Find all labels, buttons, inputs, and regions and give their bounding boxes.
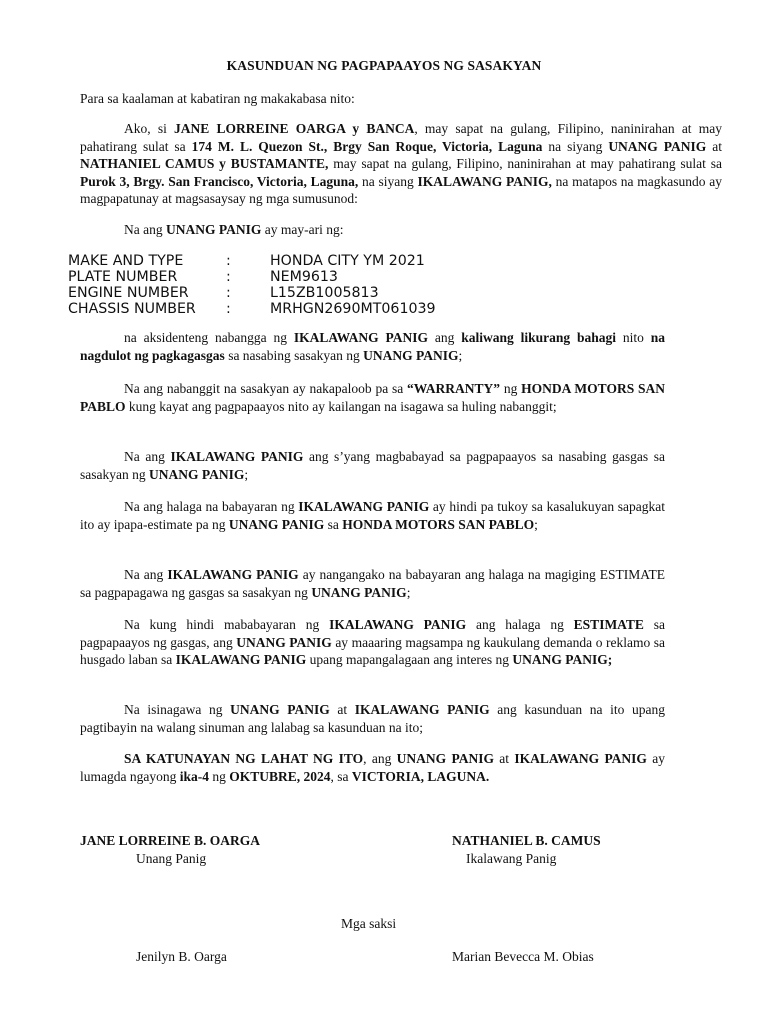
dealer-name: HONDA MOTORS SAN PABLO	[80, 381, 665, 414]
damage-location: kaliwang likurang bahagi	[461, 330, 617, 345]
spec-label: MAKE AND TYPE	[68, 253, 184, 269]
vehicle-row-engine	[68, 285, 436, 301]
text: ;	[458, 347, 463, 363]
party-one-label: UNANG PANIG	[608, 138, 707, 154]
text: , sa	[330, 768, 352, 784]
party-label: IKALAWANG PANIG	[293, 330, 429, 345]
text: at	[493, 751, 515, 766]
text: kung kayat ang pagpapaayos nito ay kailangan na isagawa sa huling nabanggit;	[125, 398, 557, 414]
text: na aksidenteng nabangga ng	[124, 330, 294, 345]
vehicle-row-plate	[68, 269, 436, 285]
party-label: IKALAWANG PANIG	[329, 617, 467, 632]
paragraph-accident	[80, 329, 665, 364]
signing-day: ika-4	[179, 768, 209, 784]
witnesses-heading: Mga saksi	[341, 916, 397, 931]
text: ay hindi pa tukoy sa kasalukuyan sapagkat ito ay ipapa-estimate pa ng	[80, 499, 665, 532]
text: Na ang	[124, 567, 168, 582]
text: na siyang	[542, 138, 609, 154]
text: ang s’yang magbabayad sa pagpapaayos sa nasabing gasgas sa sasakyan ng	[80, 449, 666, 482]
party-label: UNANG PANIG	[165, 222, 262, 237]
party-label: IKALAWANG PANIG	[514, 751, 647, 766]
party-label: UNANG PANIG	[236, 634, 332, 650]
text: na matapos na magkasundo ay magpapatunay at magsasaysay ng mga sumusunod:	[80, 173, 722, 206]
spec-colon: :	[226, 301, 231, 317]
party-label: UNANG PANIG;	[512, 652, 613, 667]
spec-value: NEM9613	[270, 269, 338, 285]
paragraph-promise	[80, 566, 665, 601]
party-label: UNANG PANIG	[311, 584, 407, 600]
signing-month-year: OKTUBRE, 2024	[229, 768, 331, 784]
vehicle-row-chassis	[68, 301, 436, 317]
text: ;	[406, 584, 411, 600]
paragraph-estimate	[80, 498, 665, 533]
party-one-address: 174 M. L. Quezon St., Brgy San Roque, Victoria, Laguna	[191, 138, 543, 154]
text: , may sapat na gulang, Filipino, naninirahan at may pahatirang sulat sa	[80, 121, 722, 154]
text: ay may-ari ng:	[261, 222, 344, 237]
paragraph-default	[80, 616, 665, 669]
document-title: KASUNDUAN NG PAGPAPAAYOS NG SASAKYAN	[226, 58, 542, 73]
signing-place: VICTORIA, LAGUNA.	[351, 768, 490, 784]
party-two-label: IKALAWANG PANIG,	[417, 173, 552, 189]
text: Na isinagawa ng	[124, 702, 231, 717]
paragraph-witness-clause	[80, 750, 665, 785]
text: Na ang	[124, 449, 171, 464]
text: at	[329, 702, 355, 717]
text: sa	[324, 516, 343, 532]
spec-colon: :	[226, 269, 231, 285]
spec-label: PLATE NUMBER	[68, 269, 178, 285]
text: Na ang halaga na babayaran ng	[124, 499, 299, 514]
text: ang	[428, 330, 462, 345]
party-label: UNANG PANIG	[230, 702, 330, 717]
party-label: IKALAWANG PANIG	[298, 499, 430, 514]
warranty-term: “WARRANTY”	[407, 381, 501, 396]
party-two-address: Purok 3, Brgy. San Francisco, Victoria, Laguna,	[80, 173, 359, 189]
text: ang kasunduan na ito upang pagtibayin na walang sinuman ang lalabag sa kasunduan na ito;	[80, 702, 665, 735]
text: Na kung hindi mababayaran ng	[124, 617, 330, 632]
text: at	[706, 138, 722, 154]
party-label: UNANG PANIG	[396, 751, 494, 766]
vehicle-row-make	[68, 253, 436, 269]
text: Na ang	[124, 222, 166, 237]
text: Na ang nabanggit na sasakyan ay nakapaloob pa sa	[124, 381, 408, 396]
paragraph-ownership	[80, 221, 665, 239]
signatory-one-name: JANE LORREINE B. OARGA	[80, 833, 261, 848]
paragraph-execution	[80, 701, 665, 736]
damage-description: na nagdulot ng pagkagasgas	[80, 330, 665, 363]
party-label: UNANG PANIG	[228, 516, 325, 532]
estimate-term: ESTIMATE	[573, 617, 644, 632]
text: upang mapangalagaan ang interes ng	[306, 652, 513, 667]
spec-colon: :	[226, 285, 231, 301]
text: na siyang	[358, 173, 418, 189]
signatory-two-name: NATHANIEL B. CAMUS	[452, 833, 601, 848]
spec-value: L15ZB1005813	[270, 285, 379, 301]
text: Ako, si	[124, 121, 175, 136]
text: nito	[616, 330, 651, 345]
paragraph-warranty	[80, 380, 665, 415]
party-label: UNANG PANIG	[363, 347, 459, 363]
text: ay maaaring magsampa ng kaukulang demanda o reklamo sa husgado laban sa	[80, 634, 665, 667]
dealer-name: HONDA MOTORS SAN PABLO	[342, 516, 535, 532]
paragraph-payment	[80, 448, 665, 483]
text: ;	[244, 466, 249, 482]
text: ay lumagda ngayong	[80, 751, 665, 784]
text: may sapat na gulang, Filipino, naninirahan at may pahatirang sulat sa	[328, 156, 723, 171]
text: ang halaga ng	[466, 617, 574, 632]
text: ng	[500, 381, 522, 396]
signatory-one-role: Unang Panig	[136, 851, 207, 866]
salutation: Para sa kaalaman at kabatiran ng makakabasa nito:	[80, 91, 355, 106]
paragraph-parties	[80, 120, 722, 208]
text: , ang	[363, 751, 397, 766]
witness-one-name: Jenilyn B. Oarga	[136, 949, 227, 964]
text: ;	[534, 516, 538, 532]
spec-label: CHASSIS NUMBER	[68, 301, 196, 317]
spec-value: MRHGN2690MT061039	[270, 301, 436, 317]
party-one-name: JANE LORREINE OARGA y BANCA	[174, 121, 415, 136]
text: sa nasabing sasakyan ng	[224, 347, 364, 363]
party-label: IKALAWANG PANIG	[170, 449, 304, 464]
party-label: IKALAWANG PANIG	[167, 567, 299, 582]
party-label: IKALAWANG PANIG	[175, 652, 307, 667]
vehicle-details	[68, 253, 436, 317]
spec-label: ENGINE NUMBER	[68, 285, 189, 301]
party-label: UNANG PANIG	[148, 466, 245, 482]
text: ng	[209, 768, 230, 784]
spec-colon: :	[226, 253, 231, 269]
text: sa pagpapaayos ng gasgas, ang	[80, 617, 666, 650]
party-label: IKALAWANG PANIG	[354, 702, 490, 717]
spec-value: HONDA CITY YM 2021	[270, 253, 425, 269]
party-two-name: NATHANIEL CAMUS y BUSTAMANTE,	[80, 156, 329, 171]
text: ay nangangako na babayaran ang halaga na magiging ESTIMATE sa pagpapagawa ng gasgas sa sasakyan ng	[80, 567, 666, 600]
closing-clause: SA KATUNAYAN NG LAHAT NG ITO	[124, 751, 364, 766]
signatory-two-role: Ikalawang Panig	[466, 851, 557, 866]
witness-two-name: Marian Bevecca M. Obias	[452, 949, 594, 964]
